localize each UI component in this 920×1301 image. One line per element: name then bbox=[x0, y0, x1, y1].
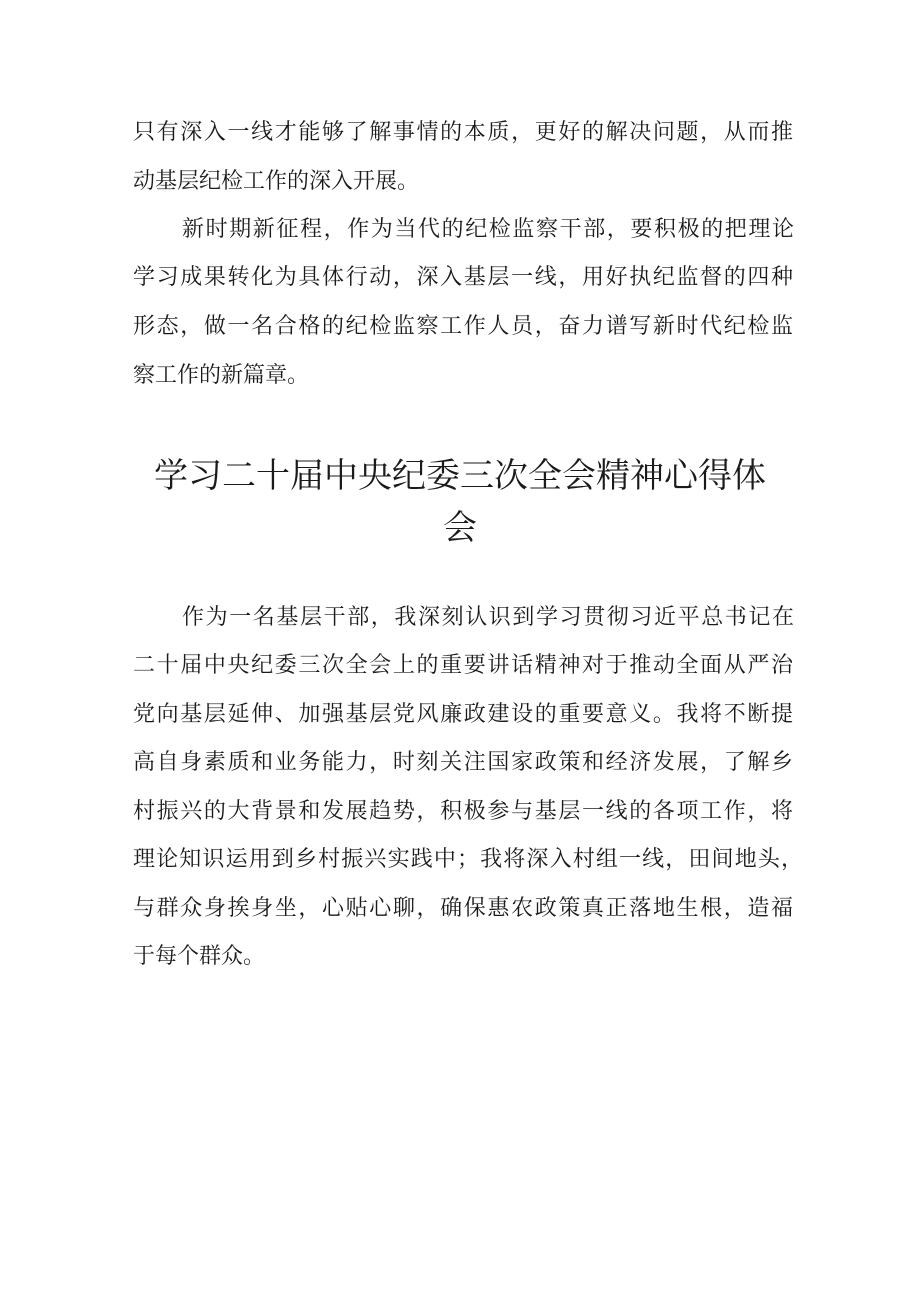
paragraph-line: 作为一名基层干部，我深刻认识到学习贯彻习近平总书记在 bbox=[182, 605, 794, 630]
paragraph-line: 村振兴的大背景和发展趋势，积极参与基层一线的各项工作，将 bbox=[133, 799, 793, 824]
paragraph-line: 党向基层延伸、加强基层党风廉政建设的重要意义。我将不断提 bbox=[133, 702, 793, 727]
paragraph-line: 与群众身挨身坐，心贴心聊，确保惠农政策真正落地生根，造福 bbox=[133, 896, 793, 921]
paragraph-line: 学习成果转化为具体行动，深入基层一线，用好执纪监督的四种 bbox=[133, 265, 793, 290]
paragraph-line: 理论知识运用到乡村振兴实践中；我将深入村组一线，田间地头， bbox=[133, 847, 803, 872]
paragraph-line: 二十届中央纪委三次全会上的重要讲话精神对于推动全面从严治 bbox=[133, 653, 793, 678]
paragraph-line: 动基层纪检工作的深入开展。 bbox=[133, 169, 420, 194]
paragraph-line: 新时期新征程，作为当代的纪检监察干部，要积极的把理论 bbox=[182, 217, 794, 242]
paragraph-line: 形态，做一名合格的纪检监察工作人员，奋力谱写新时代纪检监 bbox=[133, 314, 793, 339]
paragraph-line: 高自身素质和业务能力，时刻关注国家政策和经济发展，了解乡 bbox=[133, 750, 793, 775]
paragraph-line: 于每个群众。 bbox=[133, 944, 266, 969]
paragraph-line: 察工作的新篇章。 bbox=[133, 363, 310, 388]
paragraph-line: 只有深入一线才能够了解事情的本质，更好的解决问题，从而推 bbox=[133, 120, 793, 145]
title-line: 会 bbox=[443, 508, 477, 548]
title-line: 学习二十届中央纪委三次全会精神心得体 bbox=[154, 456, 766, 496]
